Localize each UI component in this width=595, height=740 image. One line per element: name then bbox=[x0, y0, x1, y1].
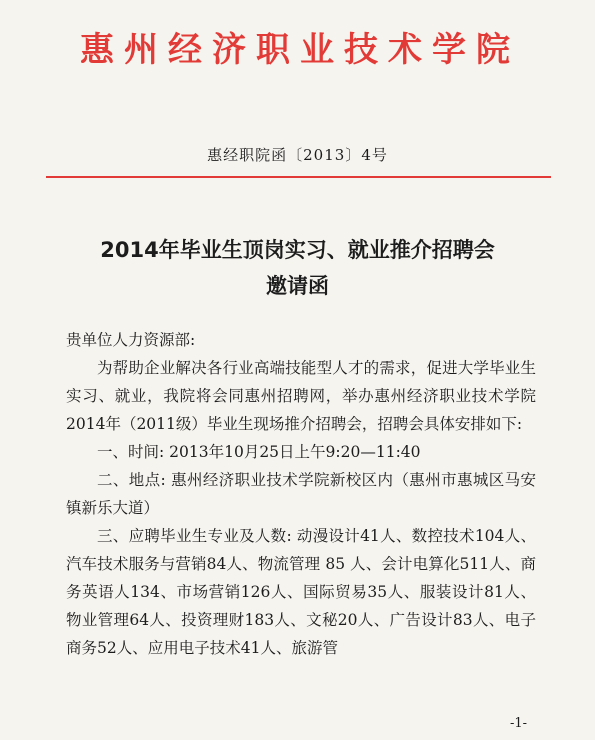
page-number: -1- bbox=[509, 716, 527, 731]
salutation: 贵单位人力资源部: bbox=[66, 331, 196, 349]
letterhead-divider bbox=[46, 176, 551, 178]
organization-letterhead: 惠州经济职业技术学院 bbox=[80, 30, 520, 70]
majors-paragraph: 三、应聘毕业生专业及人数: 动漫设计41人、数控技术104人、汽车技术服务与营销84人、物流管理 85 人、会计电算化511人、商务英语人134、市场营销126人、国际贸易35人、服装设计81人、物业管理64人、投资理财183人、文秘20人、广告设计83人、电子商务52人、应用电子技术41人、旅游管 bbox=[66, 527, 536, 657]
location-paragraph: 二、地点: 惠州经济职业技术学院新校区内（惠州市惠城区马安镇新乐大道） bbox=[66, 471, 536, 517]
document-title: 2014年毕业生顶岗实习、就业推介招聘会 bbox=[100, 238, 495, 262]
document-number: 惠经职院函〔2013〕4号 bbox=[207, 146, 388, 164]
time-paragraph: 一、时间: 2013年10月25日上午9:20—11:40 bbox=[97, 443, 421, 461]
intro-paragraph: 为帮助企业解决各行业高端技能型人才的需求，促进大学毕业生实习、就业，我院将会同惠州招聘网，举办惠州经济职业技术学院2014年（2011级）毕业生现场推介招聘会，招聘会具体安排如下: bbox=[66, 359, 536, 433]
document-subtitle: 邀请函 bbox=[266, 274, 329, 298]
letter-body bbox=[66, 326, 536, 662]
